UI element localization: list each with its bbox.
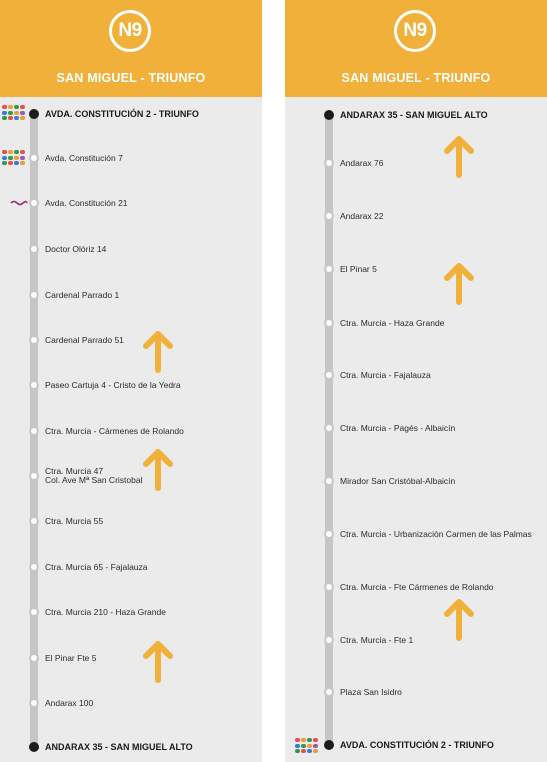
stop-label [45, 467, 142, 485]
stop-item [29, 239, 106, 259]
stop-marker [324, 635, 334, 645]
route-title: SAN MIGUEL - TRIUNFO [56, 71, 206, 85]
stop-item [29, 693, 93, 713]
stop-label: ANDARAX 35 - SAN MIGUEL ALTO [340, 109, 488, 120]
stop-label: Andarax 76 [340, 157, 384, 168]
stop-label: El Pinar 5 [340, 263, 377, 274]
stop-marker [29, 607, 39, 617]
stop-item [324, 682, 402, 702]
stop-label-line-2: Col. Ave Mª San Cristobal [45, 475, 143, 485]
stop-label: Ctra. Murcia - Cármenes de Rolando [45, 425, 184, 436]
bus-connections-icon [2, 105, 26, 121]
stop-marker [29, 698, 39, 708]
stop-label: Paseo Cartuja 4 - Cristo de la Yedra [45, 379, 181, 390]
stop-marker [324, 423, 334, 433]
stop-marker [29, 198, 39, 208]
stop-marker [324, 476, 334, 486]
stop-marker [324, 211, 334, 221]
up-arrow-icon [443, 135, 475, 179]
stop-label: Ctra. Murcia - Pagés - Albaicín [340, 422, 456, 433]
up-arrow-icon [142, 640, 174, 684]
stop-marker [324, 264, 334, 274]
terminal-stop-marker [324, 740, 334, 750]
route-badge-icon: N9 [394, 10, 436, 52]
stop-item [324, 577, 494, 597]
stop-item [29, 737, 193, 757]
stop-label: Avda. Constitución 7 [45, 152, 123, 163]
stop-item [324, 313, 444, 333]
stop-label: Plaza San Isidro [340, 686, 402, 697]
stop-marker [29, 653, 39, 663]
stop-item [29, 148, 123, 168]
stop-item [324, 471, 455, 491]
stop-marker [29, 290, 39, 300]
stop-label: Cardenal Parrado 1 [45, 289, 120, 300]
stop-item [29, 285, 119, 305]
stop-label: Ctra. Murcia 65 - Fajalauza [45, 561, 148, 572]
stop-label: AVDA. CONSTITUCIÓN 2 - TRIUNFO [340, 739, 494, 750]
up-arrow-icon [142, 448, 174, 492]
stop-label: Andarax 22 [340, 210, 384, 221]
up-arrow-icon [443, 262, 475, 306]
stop-label: El Pinar Fte 5 [45, 652, 97, 663]
stop-item [324, 259, 377, 279]
stop-item [324, 153, 383, 173]
bus-connections-icon [2, 150, 26, 166]
stop-label: Ctra. Murcia - Urbanización Carmen de las Palmas [340, 528, 532, 539]
stop-marker [29, 244, 39, 254]
bus-connections-icon [295, 738, 319, 754]
route-header [0, 0, 262, 97]
stop-item [29, 330, 124, 350]
stop-item [29, 375, 181, 395]
terminal-stop-marker [29, 109, 39, 119]
stop-marker [29, 153, 39, 163]
stop-item [29, 421, 184, 441]
terminal-stop-marker [324, 110, 334, 120]
stop-marker [29, 335, 39, 345]
stop-label: ANDARAX 35 - SAN MIGUEL ALTO [45, 741, 193, 752]
stop-label: Cardenal Parrado 51 [45, 334, 124, 345]
route-header [285, 0, 547, 97]
stop-marker [324, 158, 334, 168]
stop-item [29, 557, 148, 577]
stop-item [29, 648, 97, 668]
stop-item [29, 466, 142, 486]
stop-label: Ctra. Murcia 55 [45, 515, 104, 526]
stop-marker [324, 529, 334, 539]
stop-marker [29, 426, 39, 436]
stop-label: Doctor Olóriz 14 [45, 243, 107, 254]
stop-item [29, 193, 128, 213]
stop-label: Andarax 100 [45, 697, 94, 708]
stop-marker [29, 562, 39, 572]
route-panel-right [285, 0, 547, 762]
stop-label: Ctra. Murcia - Haza Grande [340, 317, 445, 328]
stop-marker [324, 318, 334, 328]
stop-label: Ctra. Murcia 210 - Haza Grande [45, 606, 166, 617]
stop-label: Ctra. Murcia - Fte Cármenes de Rolando [340, 581, 494, 592]
route-panel-left [0, 0, 262, 762]
stop-marker [324, 687, 334, 697]
stop-item [29, 511, 103, 531]
stop-item [29, 104, 199, 124]
stop-label: Ctra. Murcia - Fajalauza [340, 369, 431, 380]
stop-marker [29, 516, 39, 526]
stop-marker [324, 582, 334, 592]
route-title: SAN MIGUEL - TRIUNFO [341, 71, 491, 85]
stop-marker [324, 370, 334, 380]
terminal-stop-marker [29, 742, 39, 752]
stop-label: Ctra. Murcia - Fte 1 [340, 634, 414, 645]
stop-label-line-1: Ctra. Murcia 47 [45, 466, 104, 476]
stop-item [324, 630, 413, 650]
tram-icon [10, 200, 28, 206]
stop-item [324, 524, 532, 544]
stop-item [324, 735, 494, 755]
up-arrow-icon [142, 330, 174, 374]
stop-marker [29, 380, 39, 390]
stop-label: Avda. Constitución 21 [45, 197, 128, 208]
stop-item [324, 418, 455, 438]
stop-label: AVDA. CONSTITUCIÓN 2 - TRIUNFO [45, 108, 199, 119]
route-badge-icon: N9 [109, 10, 151, 52]
stop-marker [29, 471, 39, 481]
stop-item [29, 602, 166, 622]
stop-item [324, 365, 431, 385]
stop-item [324, 105, 488, 125]
stop-item [324, 206, 383, 226]
up-arrow-icon [443, 598, 475, 642]
stop-label: Mirador San Cristóbal-Albaicín [340, 475, 456, 486]
